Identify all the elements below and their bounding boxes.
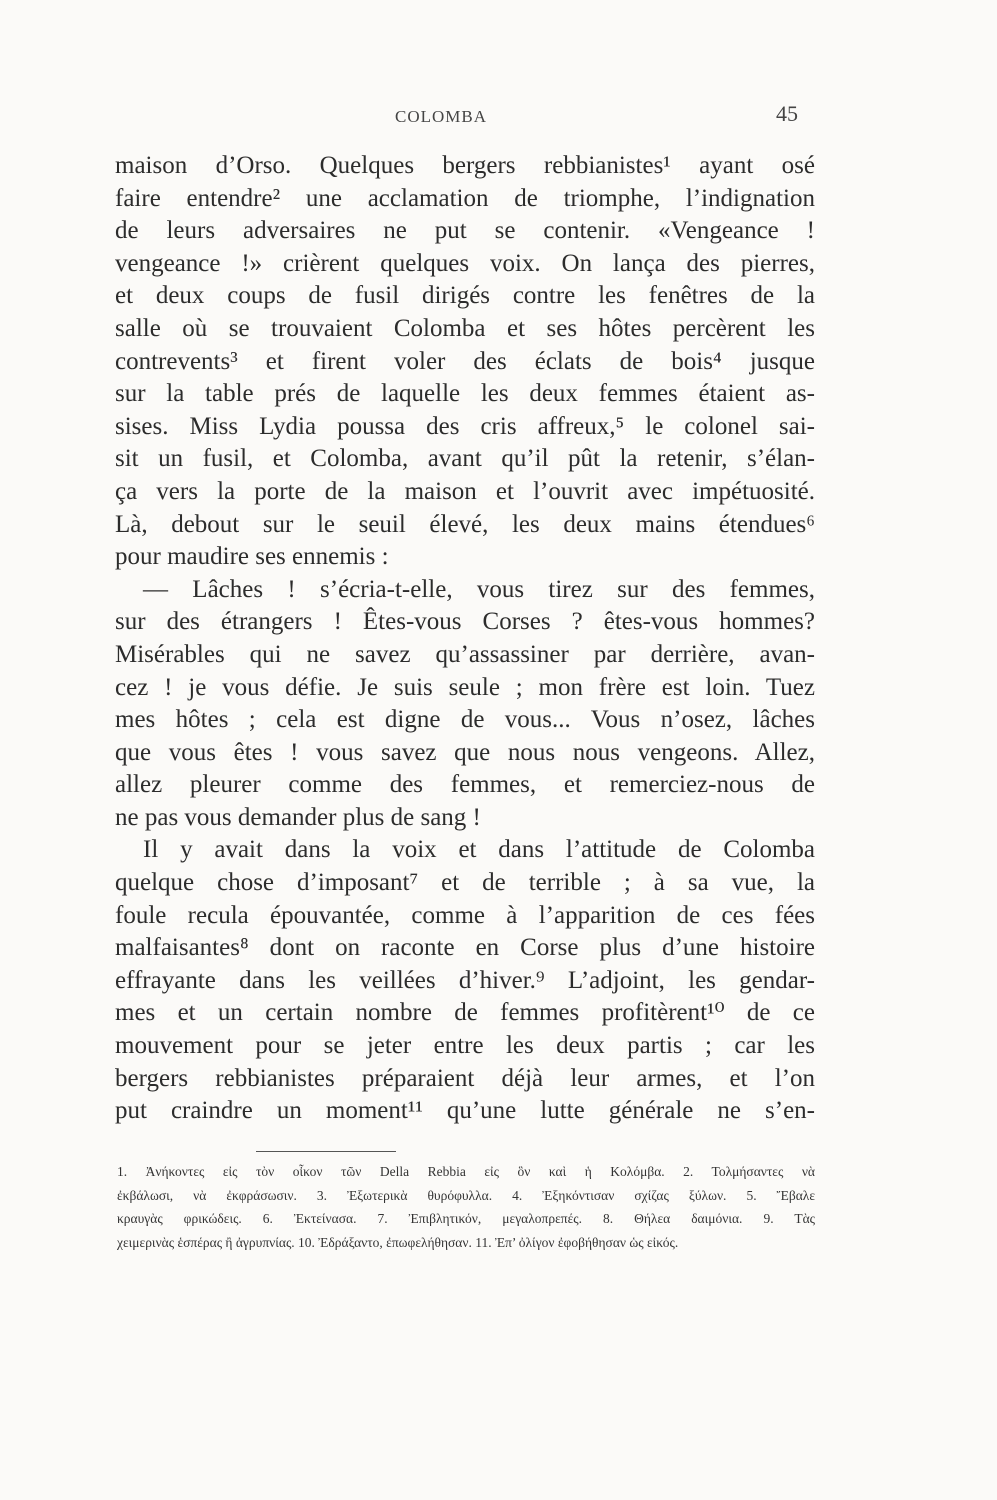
body-line: sises. Miss Lydia poussa des cris affreux,⁵ le colonel sai- — [115, 412, 815, 440]
footnote-line: κραυγὰς φρικώδεις. 6. Ἐκτείνασα. 7. Ἐπιβλητικόν, μεγαλοπρεπές. 8. Θήλεα δαιμόνια. 9. Τὰς — [117, 1211, 815, 1226]
body-line: mes et un certain nombre de femmes profitèrent¹⁰ de ce — [115, 999, 815, 1027]
body-line: pour maudire ses ennemis : — [115, 543, 389, 571]
body-line: sur des étrangers ! Êtes-vous Corses ? êtes-vous hommes? — [115, 608, 815, 636]
body-line: Là, debout sur le seuil élevé, les deux mains étendues⁶ — [115, 510, 815, 538]
body-line: contrevents³ et firent voler des éclats de bois⁴ jusque — [115, 347, 815, 375]
footnote-line: χειμερινὰς ἑσπέρας ἢ ἀγρυπνίας. 10. Ἐδράξαντο, ἐπωφελήθησαν. 11. Ἐπ’ ὀλίγον ἐφοβήθησαν ὡς εἰκός. — [117, 1234, 679, 1250]
footnote-line: ἐκβάλωσι, νὰ ἐκφράσωσιν. 3. Ἐξωτερικὰ θυρόφυλλα. 4. Ἐξηκόντισαν σχίζας ξύλων. 5. Ἔβαλε — [117, 1187, 815, 1203]
body-line: effrayante dans les veillées d’hiver.⁹ L’adjoint, les gendar- — [115, 966, 815, 994]
body-line: put craindre un moment¹¹ qu’une lutte générale ne s’en- — [115, 1097, 815, 1125]
body-line: malfaisantes⁸ dont on raconte en Corse plus d’une histoire — [115, 934, 815, 962]
body-text — [115, 150, 815, 1128]
body-line: maison d’Orso. Quelques bergers rebbianistes¹ ayant osé — [115, 152, 815, 179]
body-line: quelque chose d’imposant⁷ et de terrible ; à sa vue, la — [115, 869, 815, 897]
body-line: sur la table prés de laquelle les deux femmes étaient as- — [115, 380, 815, 408]
body-line: mouvement pour se jeter entre les deux partis ; car les — [115, 1032, 815, 1060]
footnotes — [117, 1160, 815, 1254]
body-line: ça vers la porte de la maison et l’ouvrit avec impétuosité. — [115, 477, 815, 505]
body-line: salle où se trouvaient Colomba et ses hôtes percèrent les — [115, 314, 815, 342]
body-line: vengeance !» crièrent quelques voix. On lança des pierres, — [115, 249, 815, 277]
body-line: que vous êtes ! vous savez que nous nous vengeons. Allez, — [115, 738, 815, 766]
body-line: Misérables qui ne savez qu’assassiner par derrière, avan- — [115, 640, 815, 668]
page-number: 45 — [776, 101, 798, 126]
footnote-rule — [256, 1151, 396, 1152]
body-line: faire entendre² une acclamation de triomphe, l’indignation — [115, 184, 815, 212]
body-line: sit un fusil, et Colomba, avant qu’il pût la retenir, s’élan- — [115, 445, 815, 473]
footnote-line: 1. Ἀνήκοντες εἰς τὸν οἶκον τῶν Della Rebbia εἰς ὃν καὶ ἡ Κολόμβα. 2. Τολμήσαντες νὰ — [117, 1164, 815, 1179]
body-line: allez pleurer comme des femmes, et remerciez-nous de — [115, 771, 815, 799]
running-title: COLOMBA — [395, 107, 488, 126]
body-line: bergers rebbianistes préparaient déjà leur armes, et l’on — [115, 1064, 815, 1092]
body-line: et deux coups de fusil dirigés contre les fenêtres de la — [115, 282, 815, 310]
body-line: de leurs adversaires ne put se contenir. «Vengeance ! — [115, 217, 815, 245]
body-line: ne pas vous demander plus de sang ! — [115, 803, 481, 831]
body-line: foule recula épouvantée, comme à l’apparition de ces fées — [115, 901, 815, 929]
body-line: cez ! je vous défie. Je suis seule ; mon frère est loin. Tuez — [115, 673, 815, 701]
body-line: Il y avait dans la voix et dans l’attitude de Colomba — [143, 836, 815, 864]
body-line: mes hôtes ; cela est digne de vous... Vous n’osez, lâches — [115, 706, 815, 734]
body-line: — Lâches ! s’écria-t-elle, vous tirez sur des femmes, — [143, 575, 815, 603]
